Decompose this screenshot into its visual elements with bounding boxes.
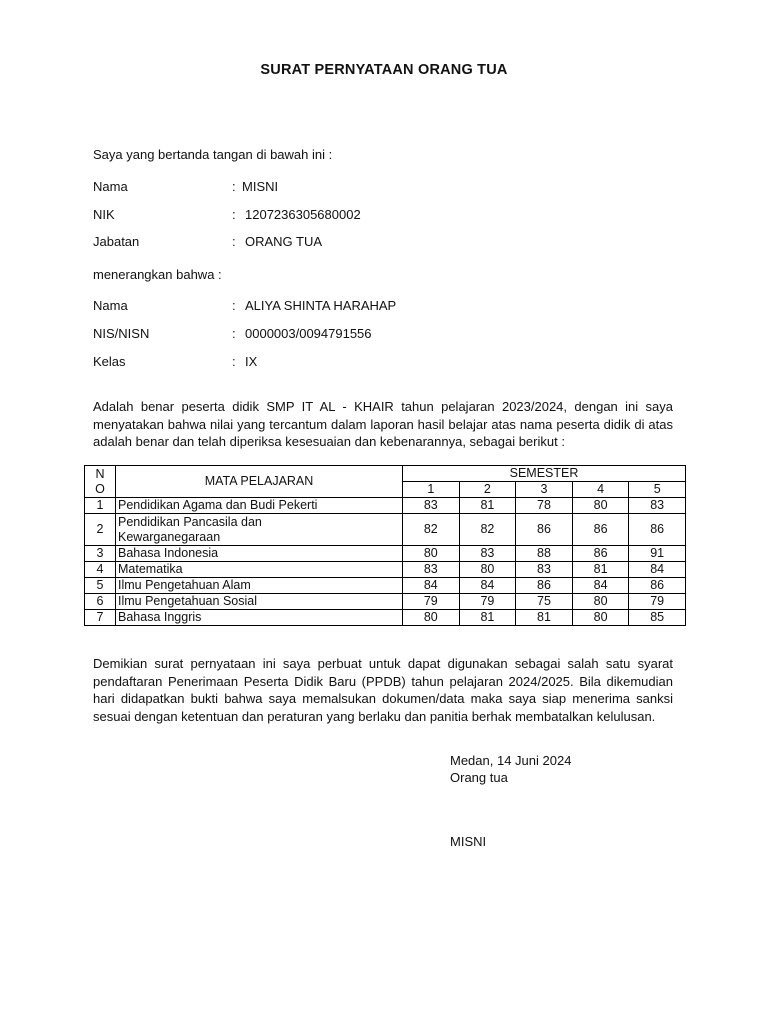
student-kelas-label: Kelas [93,354,126,369]
table-row [85,498,686,514]
row-no: 4 [85,562,116,578]
row-no: 5 [85,578,116,594]
parent-jabatan-label: Jabatan [93,234,140,249]
student-nis-label: NIS/NISN [93,326,150,341]
row-score: 83 [403,562,460,578]
table-row [85,514,686,546]
row-score: 82 [403,514,460,546]
row-score: 80 [572,594,629,610]
row-no: 2 [85,514,116,546]
row-no: 6 [85,594,116,610]
row-no: 7 [85,610,116,626]
parent-name-label: Nama [93,179,128,194]
row-score: 86 [629,514,686,546]
row-score: 81 [459,610,516,626]
parent-nik-value: 1207236305680002 [245,207,361,222]
table-row [85,546,686,562]
table-row [85,610,686,626]
row-score: 81 [459,498,516,514]
student-nis-colon: : [232,326,236,341]
intro-text: Saya yang bertanda tangan di bawah ini : [93,147,333,162]
parent-name-colon: : [232,179,236,194]
header-no: N O [85,466,116,498]
row-subject: Pendidikan Pancasila dan Kewarganegaraan [116,514,403,546]
row-score: 84 [459,578,516,594]
row-score: 86 [572,514,629,546]
header-semester-1: 1 [403,482,460,498]
row-score: 86 [572,546,629,562]
row-score: 83 [516,562,573,578]
parent-nik-colon: : [232,207,236,222]
student-kelas-colon: : [232,354,236,369]
student-kelas-value: IX [245,354,258,369]
row-score: 88 [516,546,573,562]
row-score: 79 [629,594,686,610]
row-score: 82 [459,514,516,546]
row-score: 83 [629,498,686,514]
grades-table [84,465,686,626]
header-semester-3: 3 [516,482,573,498]
student-nis-value: 0000003/0094791556 [245,326,372,341]
row-no: 3 [85,546,116,562]
row-score: 80 [403,546,460,562]
row-no: 1 [85,498,116,514]
row-score: 86 [516,514,573,546]
row-score: 81 [572,562,629,578]
row-subject: Bahasa Indonesia [116,546,403,562]
parent-jabatan-value: ORANG TUA [245,234,323,249]
row-score: 85 [629,610,686,626]
signature-place-date: Medan, 14 Juni 2024 [450,753,572,768]
student-name-colon: : [232,298,236,313]
row-score: 84 [403,578,460,594]
table-row [85,562,686,578]
row-score: 91 [629,546,686,562]
student-name-label: Nama [93,298,128,313]
table-row [85,594,686,610]
row-score: 75 [516,594,573,610]
row-subject: Pendidikan Agama dan Budi Pekerti [116,498,403,514]
table-row [85,578,686,594]
row-score: 80 [403,610,460,626]
parent-nik-label: NIK [93,207,115,222]
letter-title: SURAT PERNYATAAN ORANG TUA [260,62,508,78]
row-score: 79 [459,594,516,610]
signature-name: MISNI [450,834,487,849]
header-semester-2: 2 [459,482,516,498]
row-subject: Bahasa Inggris [116,610,403,626]
parent-jabatan-colon: : [232,234,236,249]
row-score: 84 [629,562,686,578]
student-name-value: ALIYA SHINTA HARAHAP [245,298,397,313]
header-semester: SEMESTER [403,466,686,482]
row-score: 81 [516,610,573,626]
statement-paragraph: Adalah benar peserta didik SMP IT AL - KHAIR tahun pelajaran 2023/2024, dengan ini saya menyatakan bahwa nilai yang tercantum dalam laporan hasil belajar atas nama peserta didik di atas adalah benar dan telah diperiksa kesesuaian dan kebenarannya, sebagai berikut : [93,399,673,449]
row-score: 80 [572,610,629,626]
row-score: 84 [572,578,629,594]
row-subject: Matematika [116,562,403,578]
closing-paragraph: Demikian surat pernyataan ini saya perbuat untuk dapat digunakan sebagai salah satu syarat pendaftaran Penerimaan Peserta Didik Baru (PPDB) tahun pelajaran 2024/2025. Bila dikemudian hari didapatkan bukti bahwa saya memalsukan dokumen/data maka saya siap menerima sanksi sesuai dengan ketentuan dan peraturan yang berlaku dan panitia berhak membatalkan kelulusan. [93,656,673,724]
header-subject: MATA PELAJARAN [116,466,403,498]
row-subject: Ilmu Pengetahuan Sosial [116,594,403,610]
header-semester-4: 4 [572,482,629,498]
row-subject: Ilmu Pengetahuan Alam [116,578,403,594]
signature-role: Orang tua [450,770,508,785]
row-score: 83 [403,498,460,514]
menerangkan-text: menerangkan bahwa : [93,267,222,282]
row-score: 78 [516,498,573,514]
row-score: 86 [629,578,686,594]
parent-name-value: MISNI [242,179,279,194]
row-score: 80 [459,562,516,578]
row-score: 80 [572,498,629,514]
row-score: 86 [516,578,573,594]
header-semester-5: 5 [629,482,686,498]
row-score: 79 [403,594,460,610]
row-score: 83 [459,546,516,562]
